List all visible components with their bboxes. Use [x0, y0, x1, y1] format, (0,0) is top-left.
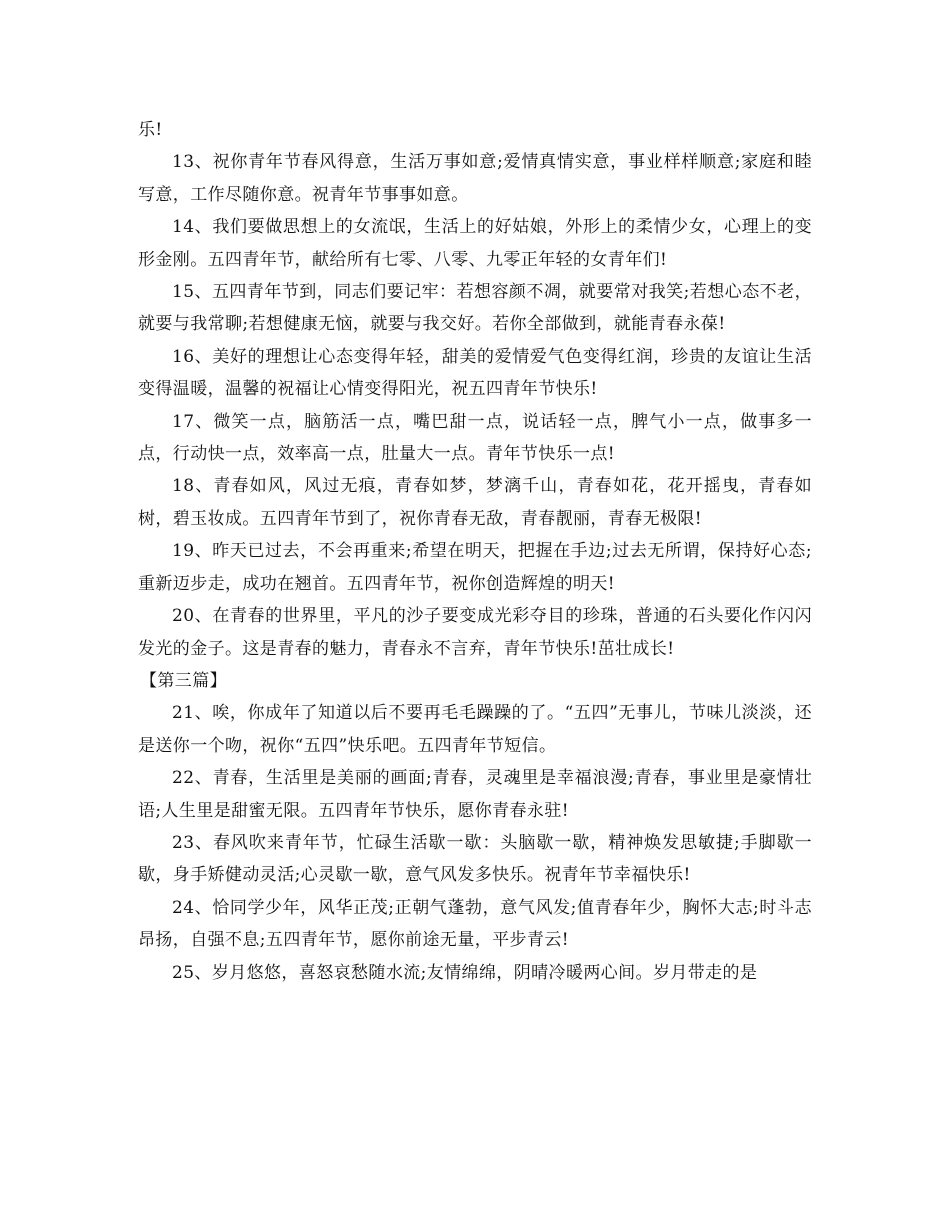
- paragraph-14: 14、我们要做思想上的女流氓，生活上的好姑娘，外形上的柔情少女，心理上的变形金刚。五四青年节，献给所有七零、八零、九零正年轻的女青年们!: [138, 217, 812, 270]
- paragraph-16: 16、美好的理想让心态变得年轻，甜美的爱情爱气色变得红润，珍贵的友谊让生活变得温暖，温馨的祝福让心情变得阳光，祝五四青年节快乐!: [138, 346, 812, 400]
- paragraph-22: 22、青春，生活里是美丽的画面;青春，灵魂里是幸福浪漫;青春，事业里是豪情壮语;人生里是甜蜜无限。五四青年节快乐，愿你青春永驻!: [138, 768, 812, 821]
- paragraph-17: 17、微笑一点，脑筋活一点，嘴巴甜一点，说话轻一点，脾气小一点，做事多一点，行动快一点，效率高一点，肚量大一点。青年节快乐一点!: [138, 411, 812, 465]
- paragraph-13: 13、祝你青年节春风得意，生活万事如意;爱情真情实意，事业样样顺意;家庭和睦写意，工作尽随你意。祝青年节事事如意。: [138, 152, 812, 205]
- paragraph-23: 23、春风吹来青年节，忙碌生活歇一歇：头脑歇一歇，精神焕发思敏捷;手脚歇一歇，身手矫健动灵活;心灵歇一歇，意气风发多快乐。祝青年节幸福快乐!: [138, 832, 812, 886]
- paragraph-25: 25、岁月悠悠，喜怒哀愁随水流;友情绵绵，阴晴冷暖两心间。岁月带走的是: [172, 962, 758, 983]
- paragraph-24: 24、恰同学少年，风华正茂;正朝气蓬勃，意气风发;值青春年少，胸怀大志;时斗志昂扬，自强不息;五四青年节，愿你前途无量，平步青云!: [138, 897, 812, 951]
- paragraph-15: 15、五四青年节到，同志们要记牢：若想容颜不凋，就要常对我笑;若想心态不老，就要与我常聊;若想健康无恼，就要与我交好。若你全部做到，就能青春永葆!: [138, 282, 812, 335]
- section-heading: 【第三篇】: [140, 670, 227, 691]
- paragraph-19: 19、昨天已过去，不会再重来;希望在明天，把握在手边;过去无所谓，保持好心态;重新迈步走，成功在翘首。五四青年节，祝你创造辉煌的明天!: [138, 541, 812, 594]
- document-body: [138, 114, 812, 989]
- paragraph-21: 21、唉，你成年了知道以后不要再毛毛躁躁的了。“五四”无事儿，节味儿淡淡，还是送你一个吻，祝你“五四”快乐吧。五四青年节短信。: [138, 703, 812, 756]
- paragraph-20: 20、在青春的世界里，平凡的沙子要变成光彩夺目的珍珠，普通的石头要化作闪闪发光的金子。这是青春的魅力，青春永不言弃，青年节快乐!茁壮成长!: [138, 606, 812, 659]
- paragraph-18: 18、青春如风，风过无痕，青春如梦，梦漓千山，青春如花，花开摇曳，青春如树，碧玉妆成。五四青年节到了，祝你青春无敌，青春靓丽，青春无极限!: [138, 476, 812, 529]
- lead-fragment: 乐!: [138, 120, 163, 140]
